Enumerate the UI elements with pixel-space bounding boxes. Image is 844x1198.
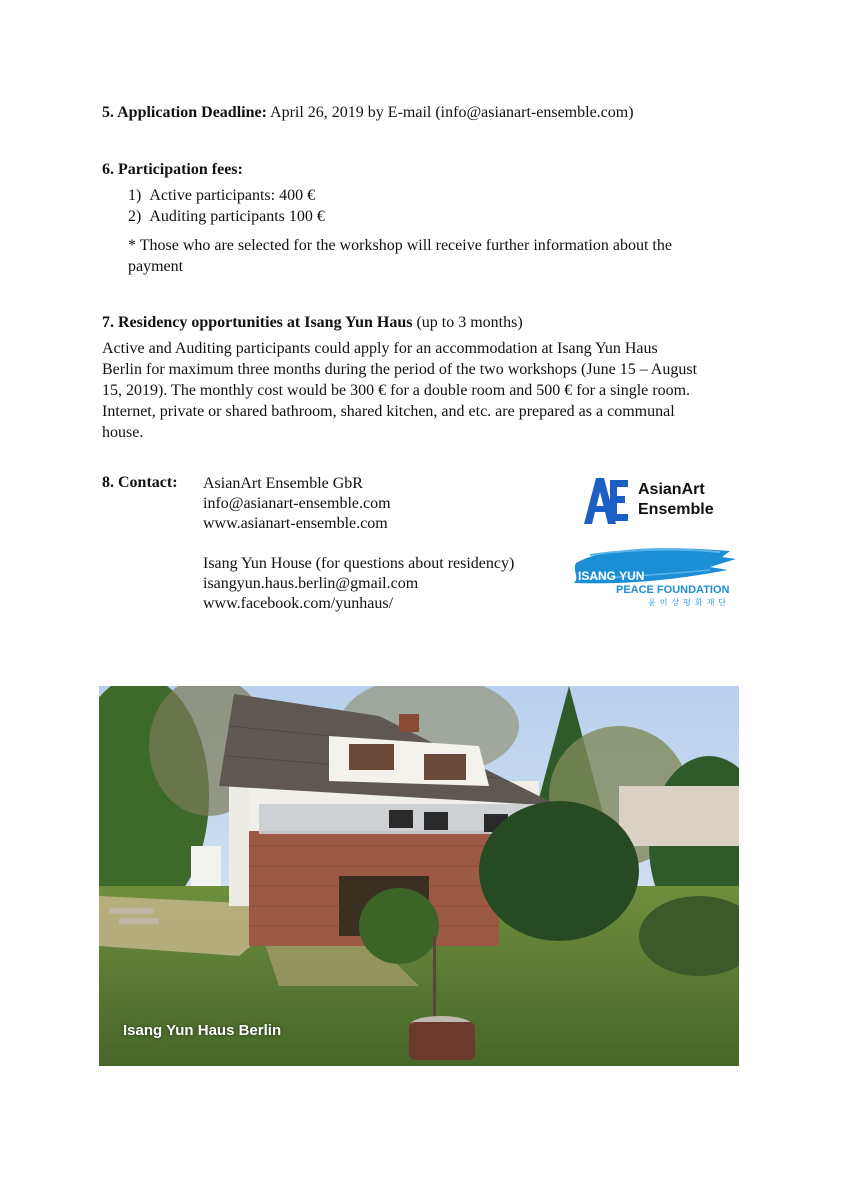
fees-note-line2: payment bbox=[128, 258, 184, 275]
residency-heading-suffix: (up to 3 months) bbox=[412, 314, 523, 331]
ensemble-email[interactable]: info@asianart-ensemble.com bbox=[203, 495, 391, 512]
ensemble-web[interactable]: www.asianart-ensemble.com bbox=[203, 515, 388, 532]
contact-ensemble bbox=[203, 474, 391, 534]
residency-heading: 7. Residency opportunities at Isang Yun Haus bbox=[102, 314, 413, 331]
fees-item-active: 1) Active participants: 400 € bbox=[128, 187, 316, 204]
residency-paragraph bbox=[102, 338, 742, 443]
fees-note-line1: * Those who are selected for the workshop will receive further information about the bbox=[128, 237, 672, 254]
residency-heading-row bbox=[102, 313, 523, 333]
house-web[interactable]: www.facebook.com/yunhaus/ bbox=[203, 595, 394, 612]
ensemble-logo-line2: Ensemble bbox=[638, 501, 714, 518]
foundation-line2: PEACE FOUNDATION bbox=[616, 584, 730, 596]
residency-line: Berlin for maximum three months during the period of the two workshops (June 15 – August bbox=[102, 361, 698, 378]
house-name: Isang Yun House (for questions about residency) bbox=[203, 555, 515, 572]
house-photo-image bbox=[99, 686, 739, 1066]
contact-house bbox=[203, 554, 514, 614]
fees-item-auditing: 2) Auditing participants 100 € bbox=[128, 208, 325, 225]
foundation-line1: ISANG YUN bbox=[578, 569, 645, 583]
ensemble-name: AsianArt Ensemble GbR bbox=[203, 475, 363, 492]
asianart-ensemble-logo bbox=[582, 476, 742, 526]
fees-note bbox=[128, 235, 728, 277]
contact-label: 8. Contact: bbox=[102, 474, 178, 491]
house-photo bbox=[99, 686, 739, 1066]
asianart-logo-mark-icon bbox=[582, 476, 632, 526]
fees-list bbox=[128, 185, 325, 227]
isang-yun-foundation-logo bbox=[570, 543, 740, 609]
foundation-korean: 윤이상평화재단 bbox=[648, 598, 731, 607]
ensemble-logo-line1: AsianArt bbox=[638, 481, 705, 498]
residency-line: 15, 2019). The monthly cost would be 300 € for a double room and 500 € for a single room. bbox=[102, 382, 691, 399]
fees-heading: 6. Participation fees: bbox=[102, 161, 243, 178]
deadline-text: April 26, 2019 by E-mail (info@asianart-ensemble.com) bbox=[266, 104, 634, 121]
deadline-heading: 5. Application Deadline: bbox=[102, 104, 267, 121]
residency-line: Active and Auditing participants could apply for an accommodation at Isang Yun Haus bbox=[102, 340, 658, 357]
residency-line: house. bbox=[102, 424, 144, 441]
deadline-section bbox=[102, 103, 634, 123]
photo-caption: Isang Yun Haus Berlin bbox=[123, 1022, 282, 1039]
house-email[interactable]: isangyun.haus.berlin@gmail.com bbox=[203, 575, 419, 592]
residency-line: Internet, private or shared bathroom, shared kitchen, and etc. are prepared as a communal bbox=[102, 403, 675, 420]
